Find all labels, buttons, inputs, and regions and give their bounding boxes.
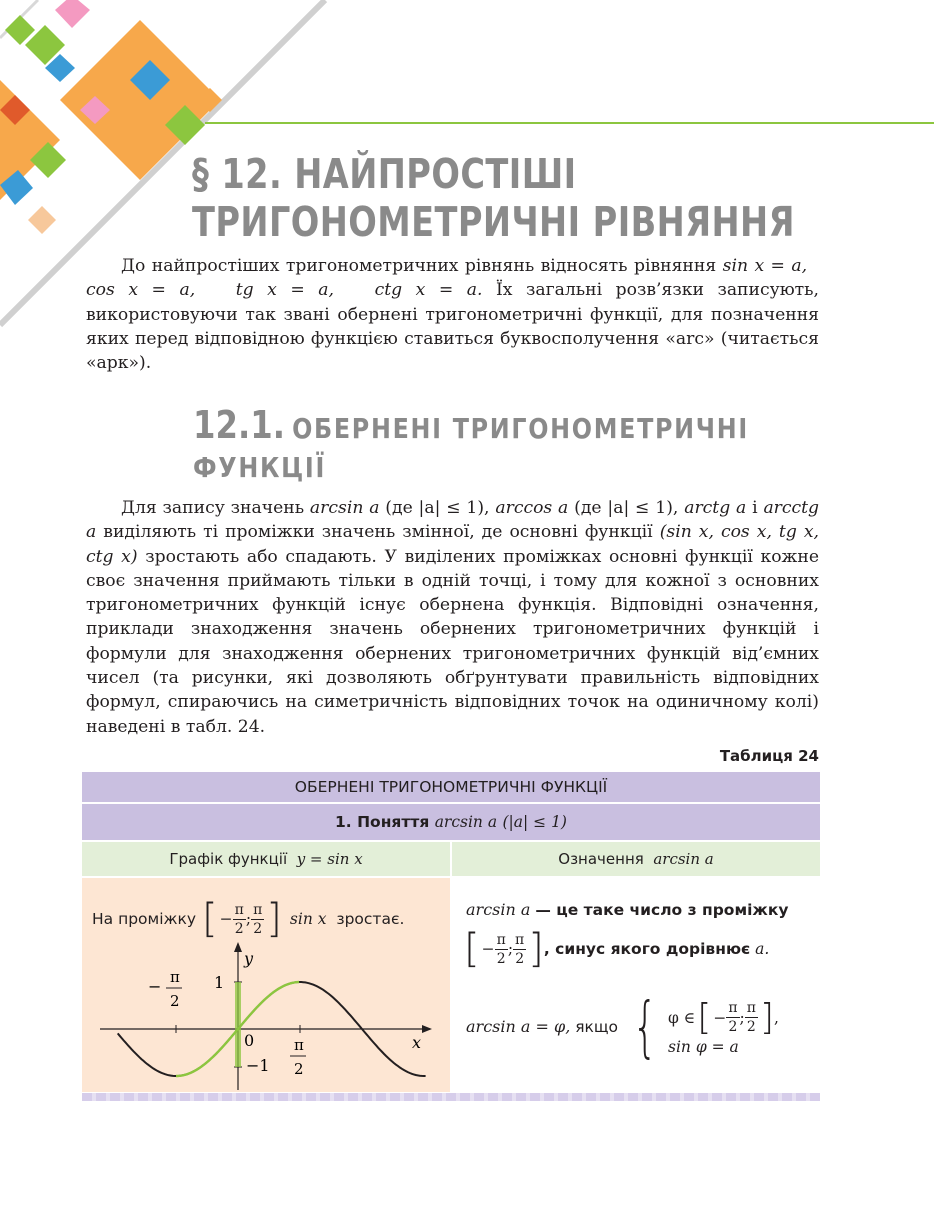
svg-text:−: − [148,977,162,996]
table-header: ОБЕРНЕНІ ТРИГОНОМЕТРИЧНІ ФУНКЦІЇ [82,772,820,802]
section-title: 12.1. ОБЕРНЕНІ ТРИГОНОМЕТРИЧНІ ФУНКЦІЇ [193,403,749,484]
header-rule [205,122,934,124]
table-bottom-rule [82,1093,820,1101]
range-highlight [235,982,241,1067]
x-label: x [412,1033,422,1052]
page-title: § 12. НАЙПРОСТІШІ ТРИГОНОМЕТРИЧНІ РІВНЯННЯ [192,150,795,246]
table-caption: Таблиця 24 [719,747,819,765]
zero-label: 0 [244,1031,255,1050]
body-paragraph: Для запису значень arcsin a (де |a| ≤ 1), arccos a (де |a| ≤ 1), arctg a і arcctg a виділяють ті проміжки значень змінної, де основні функції (sin x, cos x, tg x, ctg x) зростають або спадають. У виділених проміжках основні функції кожне своє значення приймають тільки в одній точці, і тому для кожної з основних тригонометричних функцій існує обернена функція. Відповідні означення, приклади знаходження значень обернених тригонометричних функцій і формули для знаходження обернених тригонометричних функцій від’ємних чисел (та рисунки, які дозволяють обґрунтувати правильність відповідних формул, спираючись на симетричність відповідних точок на одиничному колі) наведені в табл. 24. [86,498,820,737]
inverse-trig-table [82,772,820,1092]
y-label: y [244,949,254,968]
interval-text: На проміжку [ − $\frac{\pi}{2}$ ; $\frac{\pi}{2}$ ] sin x зростає. [92,896,405,942]
minus-one-label: −1 [246,1056,270,1075]
intro-paragraph: До найпростіших тригонометричних рівнянь відносять рівняння sin x = a, cos x = a, tg x = a, ctg x = a. Їх загальні розв’язки записують, використовуючи так звані обернені тригонометричні функції, для позначення яких перед відповідною функцією ставиться буквосполучення «arc» (читається «арк»). [86,256,820,374]
definition-cell [452,878,820,1092]
graph-cell [82,878,450,1092]
column-header-graph: Графік функції y = sin x [82,842,450,876]
column-header-definition: Означення arcsin a [452,842,820,876]
table-concept-row: 1. Поняття arcsin a (|a| ≤ 1) [82,804,820,840]
svg-text:2: 2 [294,1060,304,1078]
formula: arcsin a = φ, якщо { φ ∈ [ − $\frac{\pi}{2}$ ; $\frac{\pi}{2}$ ] , sin φ = a [466,988,779,1065]
one-label: 1 [214,973,225,992]
definition-interval: [ − $\frac{\pi}{2}$ ; $\frac{\pi}{2}$ ] , синус якого дорівнює a. [464,926,770,972]
table-column-headers [82,842,820,876]
neg-pi-half-label: π [170,968,180,986]
table-content-row [82,878,820,1092]
definition-text: arcsin a — це таке число з проміжку [466,900,789,919]
svg-text:2: 2 [170,992,180,1010]
sine-graph [82,878,450,1092]
pi-half-label: π [294,1036,304,1054]
